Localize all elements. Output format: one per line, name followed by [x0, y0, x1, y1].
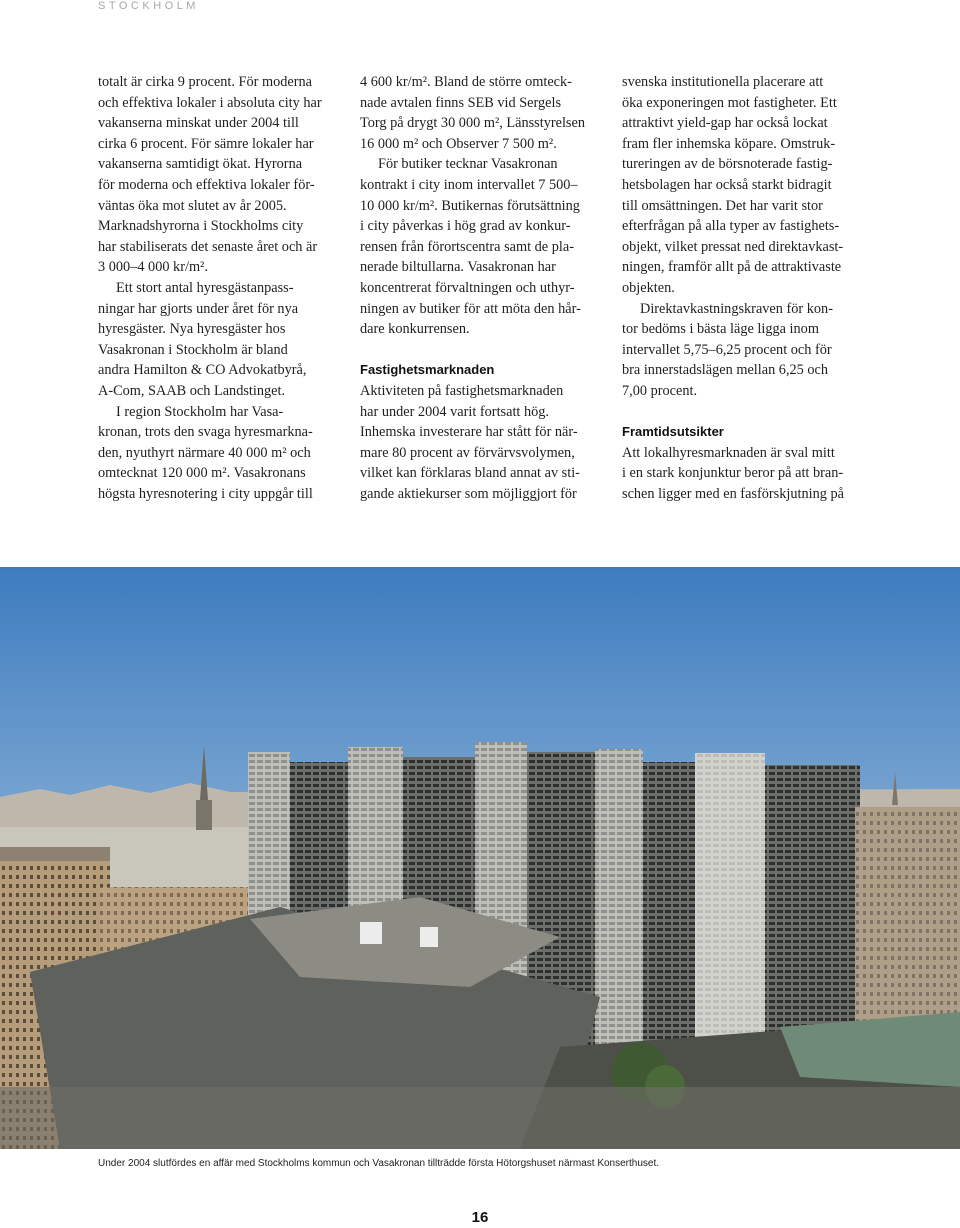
paragraph: totalt är cirka 9 procent. För moderna och effektiva lokaler i absoluta city har vakanserna minskat under 2004 till cirka 6 procent. För sämre lokaler har vakanserna samtidigt ökat. Hyrorna för moderna och effektiva lokaler för- väntas öka mot slutet av år 2005. Marknadshyrorna i Stockholms city har stabiliserats det senaste året och är 3 000–4 000 kr/m².	[98, 74, 322, 276]
text-column-1	[98, 72, 346, 504]
text-column-2	[360, 72, 608, 504]
section-heading: Framtidsutsikter	[622, 424, 724, 440]
text-column-3	[622, 72, 870, 504]
paragraph: Ett stort antal hyresgästanpass- ningar har gjorts under året för nya hyresgäster. Nya hyresgäster hos Vasakronan i Stockholm är bland andra Hamilton & CO Advokatbyrå, A-Com, SAAB och Landstinget.	[98, 279, 307, 399]
paragraph: svenska institutionella placerare att öka exponeringen mot fastigheter. Ett attraktivt yield-gap har också lockat fram fler inhemska köpare. Omstruk- tureringen av de börsnoterade fastig- hetsbolagen har också starkt bidragit till omsättningen. Det har varit stor efterfrågan på alla typer av fastighets- objekt, vilket pressat ned direktavkast- ningen, framför allt på de attraktivaste objekten.	[622, 74, 844, 296]
section-heading: Fastighetsmarknaden	[360, 362, 495, 378]
paragraph: I region Stockholm har Vasa- kronan, trots den svaga hyresmarkna- den, nyuthyrt närmare 40 000 m² och omtecknat 120 000 m². Vasakronans högsta hyresnotering i city uppgår till	[98, 403, 313, 502]
running-head: STOCKHOLM	[98, 0, 199, 12]
paragraph: 4 600 kr/m². Bland de större omteck- nade avtalen finns SEB vid Sergels Torg på drygt 30 000 m², Länsstyrelsen 16 000 m² och Observer 7 500 m².	[360, 74, 585, 152]
paragraph: Att lokalhyresmarknaden är sval mitt i en stark konjunktur beror på att bran- schen ligger med en fasförskjutning på	[622, 444, 844, 502]
page-number: 16	[471, 1209, 489, 1226]
paragraph: För butiker tecknar Vasakronan kontrakt i city inom intervallet 7 500– 10 000 kr/m². Butikernas förutsättning i city påverkas i hög grad av konkur- rensen från förortscentra samt de pla- nerade biltullarna. Vasakronan har koncentrerat förvaltningen och uthyr- ningen av butiker för att möta den hår- dare konkurrensen.	[360, 156, 581, 338]
paragraph: Aktiviteten på fastighetsmarknaden har under 2004 varit fortsatt hög. Inhemska investerare har stått för när- mare 80 procent av förvärvsvolymen, vilket kan förklaras bland annat av sti- gande aktiekurser som möjliggjort för	[360, 382, 580, 502]
paragraph: Direktavkastningskraven för kon- tor bedöms i bästa läge ligga inom intervallet 5,75–6,25 procent och för bra innerstadslägen mellan 6,25 och 7,00 procent.	[622, 300, 833, 399]
photo-caption: Under 2004 slutfördes en affär med Stockholms kommun och Vasakronan tillträdde första Hötorgshuset närmast Konserthuset.	[98, 1158, 660, 1169]
cityscape-photo	[0, 567, 960, 1149]
